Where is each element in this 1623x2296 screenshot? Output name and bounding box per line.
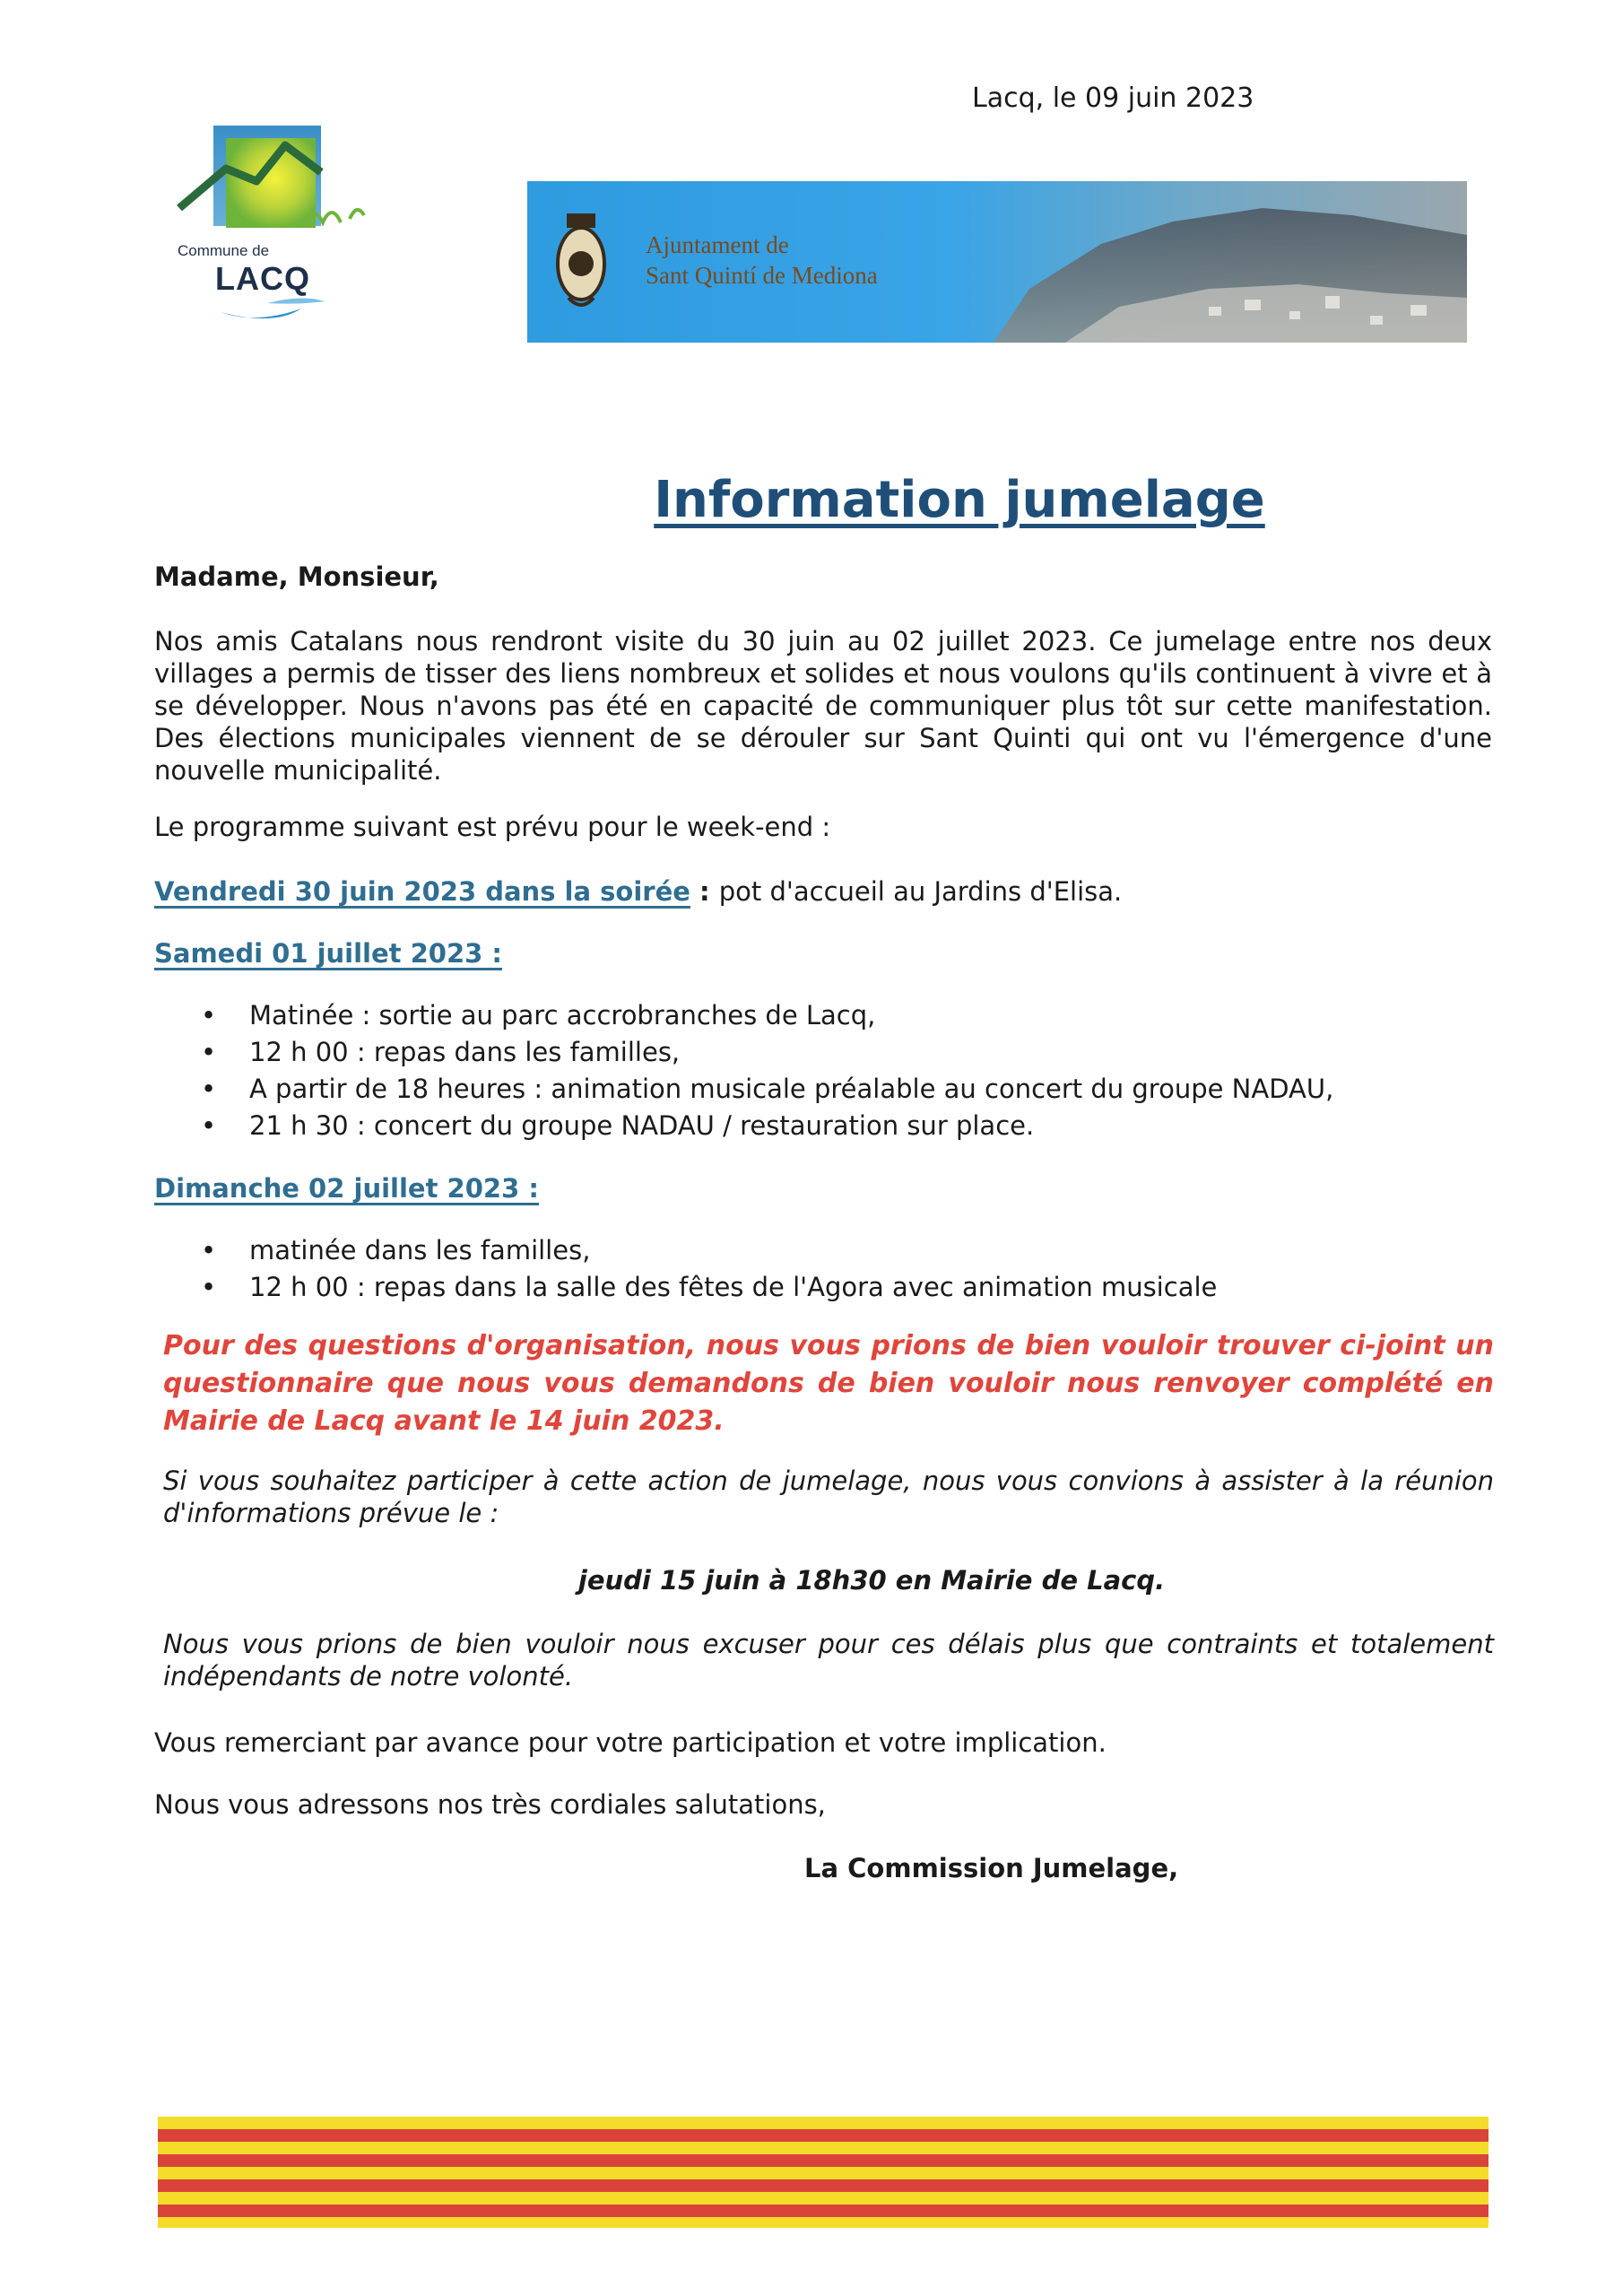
list-item: • 12 h 00 : repas dans les familles, (154, 1034, 1492, 1071)
list-item: • matinée dans les familles, (154, 1232, 1492, 1269)
saturday-list-wrap (154, 997, 1492, 1144)
partner-line1: Ajuntament de (646, 231, 789, 258)
list-item: • A partir de 18 heures : animation musicale préalable au concert du groupe NADAU, (154, 1071, 1492, 1108)
partner-banner (527, 181, 1467, 343)
greeting: Madame, Monsieur, (154, 561, 439, 592)
organisation-notice: Pour des questions d'organisation, nous vous prions de bien vouloir trouver ci-joint un questionnaire que nous vous demandons de bien vouloir nous renvoyer complété en Mairie de Lacq avant le 14 juin 2023. (163, 1330, 1494, 1437)
flag-graphic (158, 2117, 1488, 2228)
letter-date: Lacq, le 09 juin 2023 (972, 83, 1254, 114)
saturday-heading-wrap (154, 937, 1492, 970)
partner-line2: Sant Quintí de Mediona (646, 262, 878, 289)
friday-heading: Vendredi 30 juin 2023 dans la soirée (154, 876, 690, 907)
friday-detail: pot d'accueil au Jardins d'Elisa. (718, 876, 1123, 907)
closing-line: Nous vous adressons nos très cordiales salutations, (154, 1789, 826, 1820)
logo-lacq-text: LACQ (215, 260, 310, 297)
sunday-list-wrap (154, 1232, 1492, 1306)
sunday-heading: Dimanche 02 juillet 2023 : (154, 1173, 539, 1204)
list-item: • 12 h 00 : repas dans la salle des fêtes de l'Agora avec animation musicale (154, 1269, 1492, 1306)
meeting-date: jeudi 15 juin à 18h30 en Mairie de Lacq. (577, 1565, 1166, 1596)
sunday-list (154, 1232, 1492, 1306)
friday-line (154, 875, 1492, 908)
list-item: • Matinée : sortie au parc accrobranches de Lacq, (154, 997, 1492, 1034)
meeting-intro: Si vous souhaitez participer à cette action de jumelage, nous vous convions à assister à la réunion d'informations prévue le : (163, 1465, 1494, 1528)
signature: La Commission Jumelage, (804, 1853, 1179, 1883)
intro-paragraph: Nos amis Catalans nous rendront visite du 30 juin au 02 juillet 2023. Ce jumelage entre nos deux villages a permis de tisser des liens nombreux et solides et nous voulons qu'ils continuent à vivre et à se développer. Nous n'avons pas été en capacité de communiquer plus tôt sur cette manifestation. Des élections municipales viennent de se dérouler sur Sant Quinti qui ont vu l'émergence d'une nouvelle municipalité. (154, 626, 1492, 786)
saturday-heading: Samedi 01 juillet 2023 : (154, 938, 503, 969)
list-item: • 21 h 30 : concert du groupe NADAU / restauration sur place. (154, 1108, 1492, 1144)
friday-separator: : (690, 876, 719, 907)
lacq-logo-graphic (170, 126, 377, 336)
logo-commune-text: Commune de (178, 242, 270, 259)
catalan-flag-stripes (158, 2117, 1488, 2228)
sunday-heading-wrap (154, 1172, 1492, 1205)
partner-name (646, 230, 878, 291)
saturday-list (154, 997, 1492, 1144)
thanks-line: Vous remerciant par avance pour votre participation et votre implication. (154, 1727, 1107, 1758)
apology-paragraph: Nous vous prions de bien vouloir nous excuser pour ces délais plus que contraints et totalement indépendants de notre volonté. (163, 1629, 1494, 1692)
page-title: Information jumelage (654, 471, 1265, 529)
programme-intro: Le programme suivant est prévu pour le week-end : (154, 812, 831, 842)
lacq-logo (170, 126, 377, 336)
